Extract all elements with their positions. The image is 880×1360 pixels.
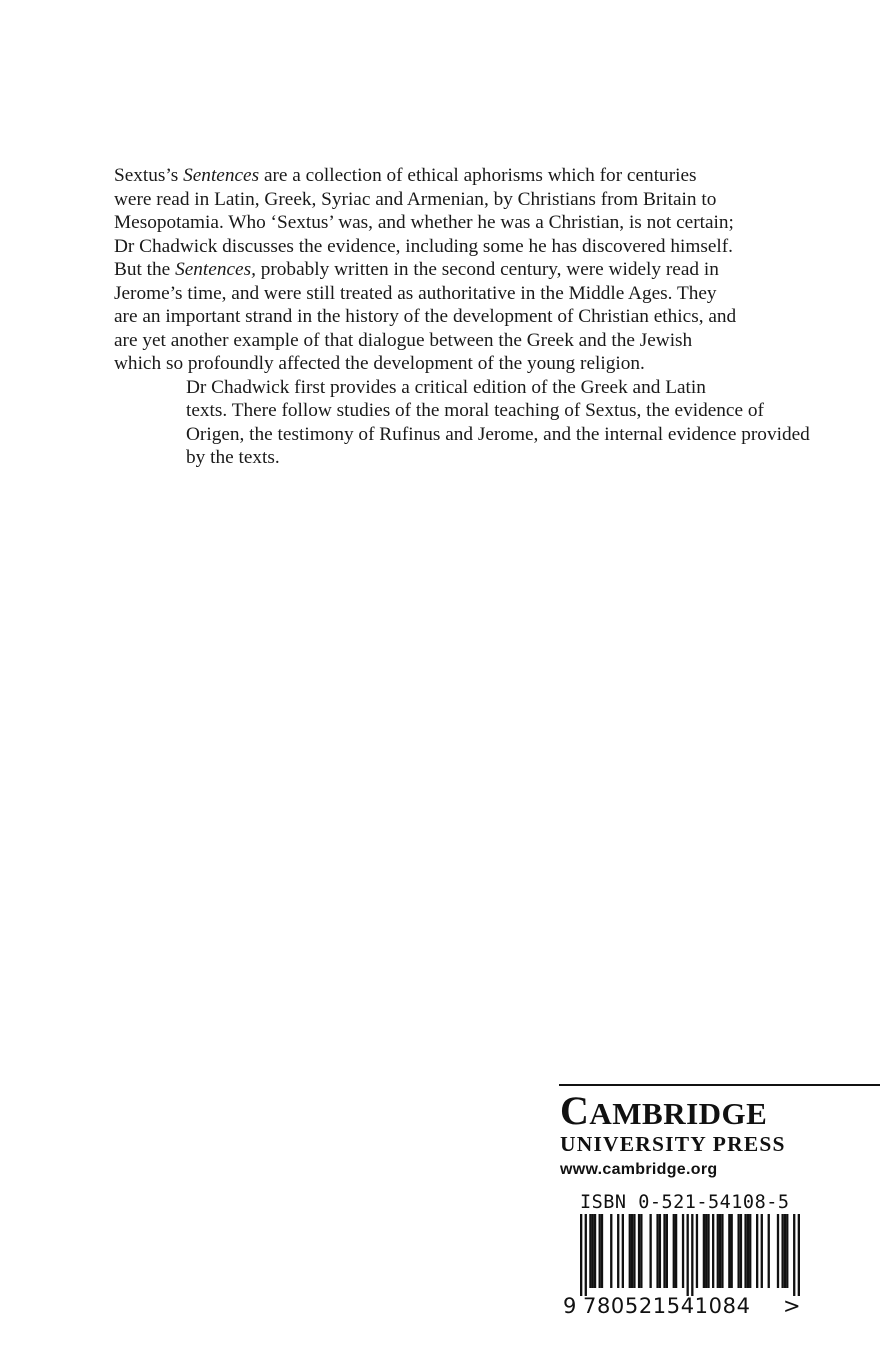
- barcode-bar: [599, 1214, 601, 1288]
- barcode-bar: [798, 1214, 800, 1296]
- barcode-bar: [749, 1214, 751, 1288]
- barcode-bar: [592, 1214, 594, 1288]
- barcode-bar: [617, 1214, 619, 1288]
- barcode-bar: [703, 1214, 705, 1288]
- text-run: But the: [114, 259, 176, 280]
- barcode-bar: [585, 1214, 587, 1296]
- publisher-name: [560, 1088, 786, 1133]
- barcode-bar: [675, 1214, 677, 1288]
- barcode-bar: [610, 1214, 612, 1288]
- barcode-bar: [712, 1214, 714, 1288]
- barcode-bar: [717, 1214, 719, 1288]
- barcode-bar: [589, 1214, 591, 1288]
- barcode-bar: [640, 1214, 642, 1288]
- barcode-bar: [768, 1214, 770, 1288]
- text-run: Sextus’s: [114, 165, 184, 186]
- barcode-digits: 780521541084: [583, 1294, 751, 1318]
- barcode-bar: [793, 1214, 795, 1296]
- text-run: Origen, the testimony of Rufinus and Jerome, and the internal evidence provided: [186, 423, 810, 445]
- blurb-line: [114, 305, 774, 329]
- barcode-bar: [721, 1214, 723, 1288]
- publisher-name-rest: AMBRIDGE: [589, 1096, 768, 1131]
- text-run: Dr Chadwick discusses the evidence, including some he has discovered himself.: [114, 235, 733, 257]
- barcode-bar: [707, 1214, 709, 1288]
- text-run: Jerome’s time, and were still treated as authoritative in the Middle Ages. They: [114, 282, 717, 304]
- blurb-line: [114, 376, 774, 400]
- barcode-bar: [784, 1214, 786, 1288]
- blurb-line: [114, 211, 774, 235]
- barcode-bar: [638, 1214, 640, 1288]
- barcode-bar: [744, 1214, 746, 1288]
- isbn-label: ISBN 0-521-54108-5: [580, 1192, 790, 1213]
- text-run: Dr Chadwick first provides a critical edition of the Greek and Latin: [186, 376, 706, 398]
- barcode-bar: [601, 1214, 603, 1288]
- text-run: which so profoundly affected the development of the young religion.: [114, 353, 645, 374]
- barcode-bar: [594, 1214, 596, 1288]
- blurb-line: [114, 423, 810, 447]
- text-run: are a collection of ethical aphorisms which for centuries: [259, 165, 697, 186]
- text-run: were read in Latin, Greek, Syriac and Armenian, by Christians from Britain to: [114, 188, 717, 210]
- barcode-bar: [761, 1214, 763, 1288]
- publisher-subtitle: UNIVERSITY PRESS: [560, 1132, 786, 1156]
- blurb-line: [114, 188, 774, 212]
- barcode-bar: [580, 1214, 582, 1296]
- barcode-bar: [777, 1214, 779, 1288]
- barcode-bar: [747, 1214, 749, 1288]
- barcode-bar: [633, 1214, 635, 1288]
- italic-title: Sentences: [183, 165, 260, 186]
- barcode-bar: [696, 1214, 698, 1288]
- blurb-line: [114, 164, 774, 188]
- blurb-paragraph-2: [114, 376, 810, 470]
- text-run: texts. There follow studies of the moral teaching of Sextus, the evidence of: [186, 400, 764, 421]
- barcode-bar: [682, 1214, 684, 1288]
- publisher-rule: [559, 1084, 880, 1086]
- blurb-line: [114, 235, 774, 259]
- text-run: are an important strand in the history of the development of Christian ethics, and: [114, 306, 737, 327]
- blurb-line: [114, 399, 774, 423]
- barcode-bar: [740, 1214, 742, 1288]
- barcode-bar: [731, 1214, 733, 1288]
- barcode-bar: [666, 1214, 668, 1288]
- barcode-bar: [719, 1214, 721, 1288]
- blurb-line: [114, 282, 774, 306]
- blurb-line: [114, 258, 774, 282]
- blurb-line: [114, 352, 774, 376]
- barcode: [580, 1214, 800, 1296]
- blurb-line: [114, 446, 774, 470]
- text-run: probably written in the second century, were widely read in: [255, 259, 719, 280]
- barcode-bar: [649, 1214, 651, 1288]
- text-run: Mesopotamia. Who ‘Sextus’ was, and whether he was a Christian, is not certain;: [114, 212, 734, 233]
- barcode-bar: [659, 1214, 661, 1288]
- barcode-lead-digit: 9: [563, 1294, 577, 1318]
- barcode-bar: [622, 1214, 624, 1288]
- publisher-logo: [560, 1088, 786, 1181]
- barcode-bar: [673, 1214, 675, 1288]
- barcode-bar: [629, 1214, 631, 1288]
- italic-title: Sentences,: [175, 259, 256, 280]
- back-cover-blurb: [114, 164, 810, 470]
- barcode-bar: [786, 1214, 788, 1288]
- barcode-bar: [687, 1214, 689, 1296]
- barcode-bar: [756, 1214, 758, 1288]
- barcode-bar: [705, 1214, 707, 1288]
- barcode-bar: [781, 1214, 783, 1288]
- barcode-bar: [691, 1214, 693, 1296]
- publisher-name-initial: C: [560, 1088, 590, 1133]
- barcode-bar: [728, 1214, 730, 1288]
- blurb-paragraph-1: [114, 164, 774, 376]
- text-run: are yet another example of that dialogue between the Greek and the Jewish: [114, 329, 693, 351]
- barcode-quiet-zone-marker: >: [783, 1294, 801, 1318]
- barcode-bar: [631, 1214, 633, 1288]
- blurb-line: [114, 329, 774, 353]
- barcode-bar: [737, 1214, 739, 1288]
- barcode-bar: [656, 1214, 658, 1288]
- barcode-bar: [663, 1214, 665, 1288]
- publisher-url: www.cambridge.org: [560, 1161, 718, 1178]
- text-run: by the texts.: [186, 447, 280, 468]
